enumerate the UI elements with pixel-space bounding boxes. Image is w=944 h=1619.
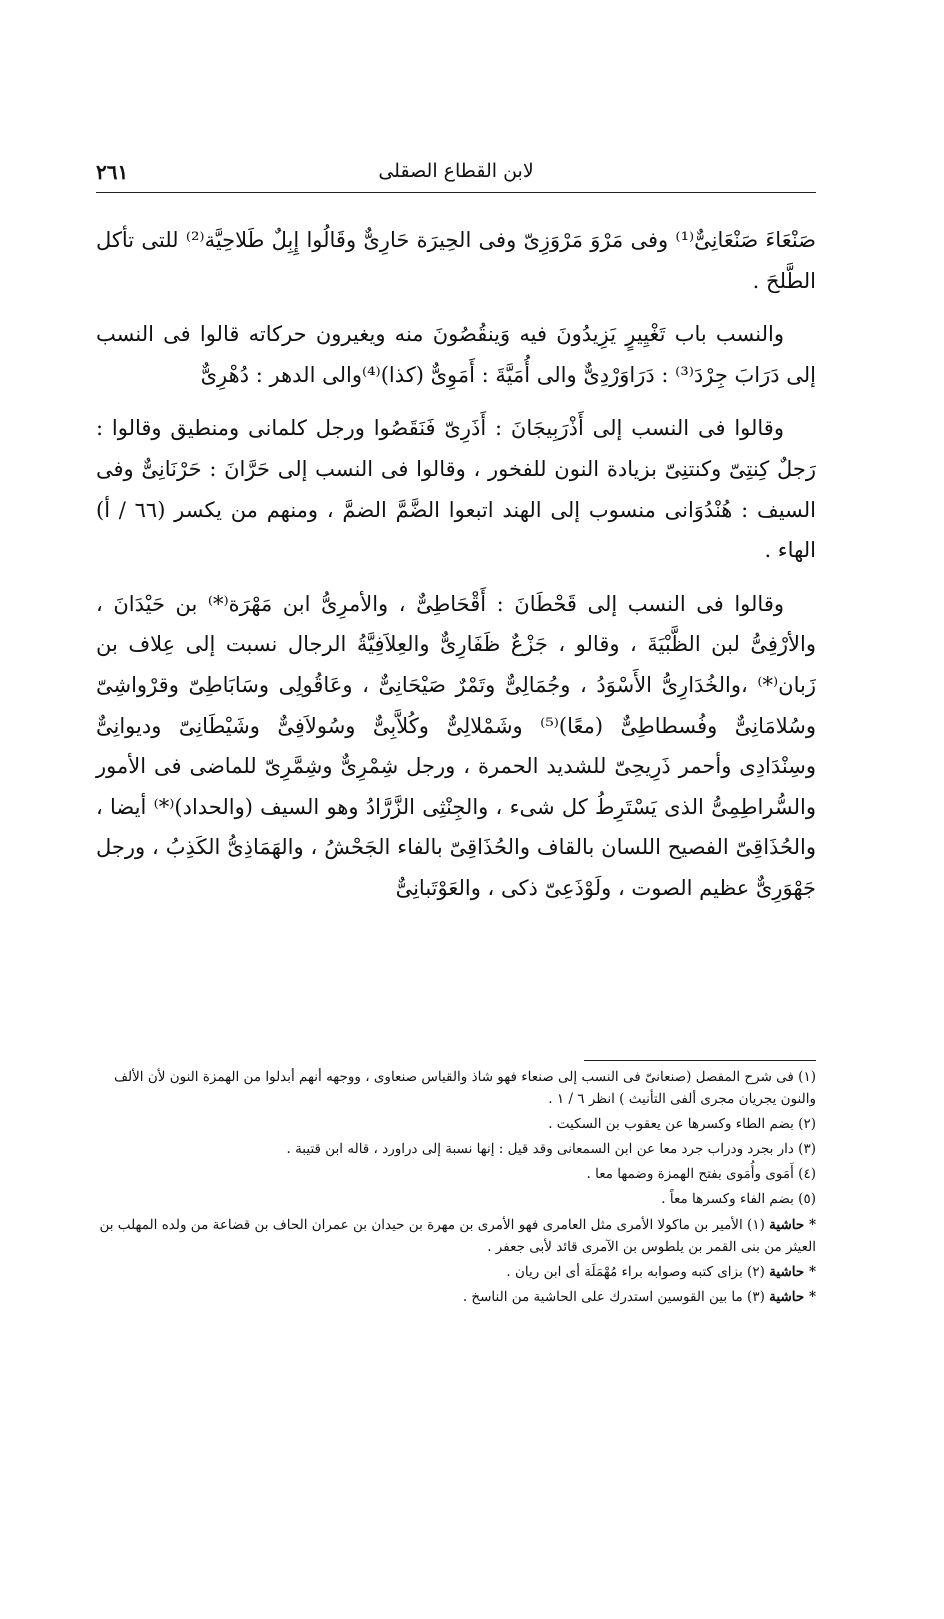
paragraph-1: صَنْعَاءَ صَنْعَانِىٌّ⁽¹⁾ وفى مَرْوَ مَرْوَزِىّ وفى الحِيرَة حَارِىٌّ وقَالُوا إِبِلٌ طَلاحِيَّة⁽²⁾ للتى تأكل الطَّلحَ .	[96, 228, 817, 293]
marginal-note-text: (٢) بزاى كتبه وصوابه براء مُهْمَلَة أى ابن ريان .	[506, 1264, 770, 1280]
footnote-5: (٥) بضم الفاء وكسرها معاً .	[661, 1191, 816, 1207]
footnote-1: (١) فى شرح المفصل (صنعانىّ فى النسب إلى صنعاء فهو شاذ والقياس صنعاوى ، ووجهه أنهم أبدلوا من الهمزة النون لأن الألف والنون يجريان مجرى ألفى التأنيث ) انظر ٦ / ١ .	[113, 1069, 816, 1107]
running-title: لابن القطاع الصقلى	[378, 160, 534, 182]
page-header	[96, 160, 816, 200]
marginal-note-mark: * حاشية	[769, 1264, 816, 1280]
main-text	[96, 220, 816, 922]
header-rule	[96, 192, 816, 193]
paragraph-3: وقالوا فى النسب إلى أَذْرَبِيجَانَ : أَذَرِىّ فَنَقَصُوا ورجل كلمانى ومنطيق وقالوا : رَجلٌ كِنتِىّ وكنتنِىّ بزيادة النون للفخور ، وقالوا فى النسب إلى حَرَّانَ : حَرْنَانِىٌّ وفى السيف : هُنْدُوَانى منسوب إلى الهند اتبعوا الضَّمَّ الضمَّ ، ومنهم من يكسر (٦٦ / أ) الهاء .	[96, 416, 817, 563]
marginal-note-text: (٣) ما بين القوسين استدرك على الحاشية من الناسخ .	[462, 1289, 770, 1305]
paragraph-4: وقالوا فى النسب إلى قَحْطَانَ : أَقْحَاطِىٌّ ، والأمرِىُّ ابن مَهْرَة⁽*⁾ بن حَيْدَانَ ، والأرْفِىُّ لبن الظَّبْيَةَ ، وقالو ، جَزْعٌ ظَفَارِىٌّ والعِلاَفِيَّةُ الرجال نسبت إلى عِلاف بن زَبان⁽*⁾ ،والخُدَارِىُّ الأَسْوَدُ ، وجُمَالِىٌّ وتَمْرٌ صَيْحَانِىٌّ ، وعَاقُولِى وسَابَاطِىّ وقرْواشِىّ وسُلامَانِىٌّ وفُسطاطِىٌّ (معًا)⁽⁵⁾ وشَمْلالِىٌّ وكُلاَّبِىٌّ وسُولاَفِىٌّ وشَيْطَانِىّ وديوانِىٌّ وسِنْدَادِى وأحمر ذَرِيحِىّ للشديد الحمرة ، ورجل شِمْرِىٌّ وشِمَّرِىّ للماضى فى الأمور والسُّراطِمِىُّ الذى يَسْتَرِطُ كل شىء ، والجِنْثِى الزَّرَّادُ وهو السيف (والحداد)⁽*⁾ أيضا ، والحُذَاقِىّ الفصيح اللسان بالقاف والحُذَاقِىّ بالفاء الجَحْشُ ، والهَمَاذِىُّ الكَذِبُ ، ورجل جَهْوَرِىٌّ عظيم الصوت ، ولَوْذَعِىّ ذكى ، والعَوْتَبانِىٌّ	[96, 591, 816, 900]
footnote-3: (٣) دار بجرد ودراب جرد معا عن ابن السمعانى وقد قيل : إنها نسبة إلى دراورد ، قاله ابن قتيبة .	[286, 1141, 816, 1157]
page-number: ٢٦١	[96, 160, 129, 184]
footnote-2: (٢) بضم الطاء وكسرها عن يعقوب بن السكيت .	[548, 1116, 816, 1132]
footnote-4: (٤) أَمَوى وأُمَوى بفتح الهمزة وضمها معا .	[586, 1166, 816, 1182]
marginal-note-text: (١) الأمير بن ماكولا الأمرى مثل العامرى فهو الأمرى بن مهرة بن حيدان بن عمران الحاف بن قضاعة من ولده المهلب بن العيثر من بنى القمر بن يلطوس بن الآمرى قائد لأبى جعفر .	[99, 1217, 816, 1255]
marginal-note-1	[82, 1214, 816, 1258]
marginal-note-2	[82, 1261, 816, 1283]
paragraph-2: والنسب باب تَغْيِيرٍ يَزِيدُونَ فيه وَينقُصُونَ منه ويغيرون حركاته قالوا فى النسب إلى دَرَابَ جِرْدَ⁽³⁾ : دَرَاوَرْدِىٌّ والى أُمَيَّةَ : أَمَوِىٌّ (كذا)⁽⁴⁾والى الدهر : دُهْرِىٌّ	[96, 322, 816, 387]
footnote-rule	[584, 1060, 816, 1061]
footnotes	[82, 1066, 816, 1311]
marginal-note-mark: * حاشية	[769, 1289, 816, 1305]
marginal-note-3	[82, 1286, 816, 1308]
marginal-note-mark: * حاشية	[769, 1217, 816, 1233]
